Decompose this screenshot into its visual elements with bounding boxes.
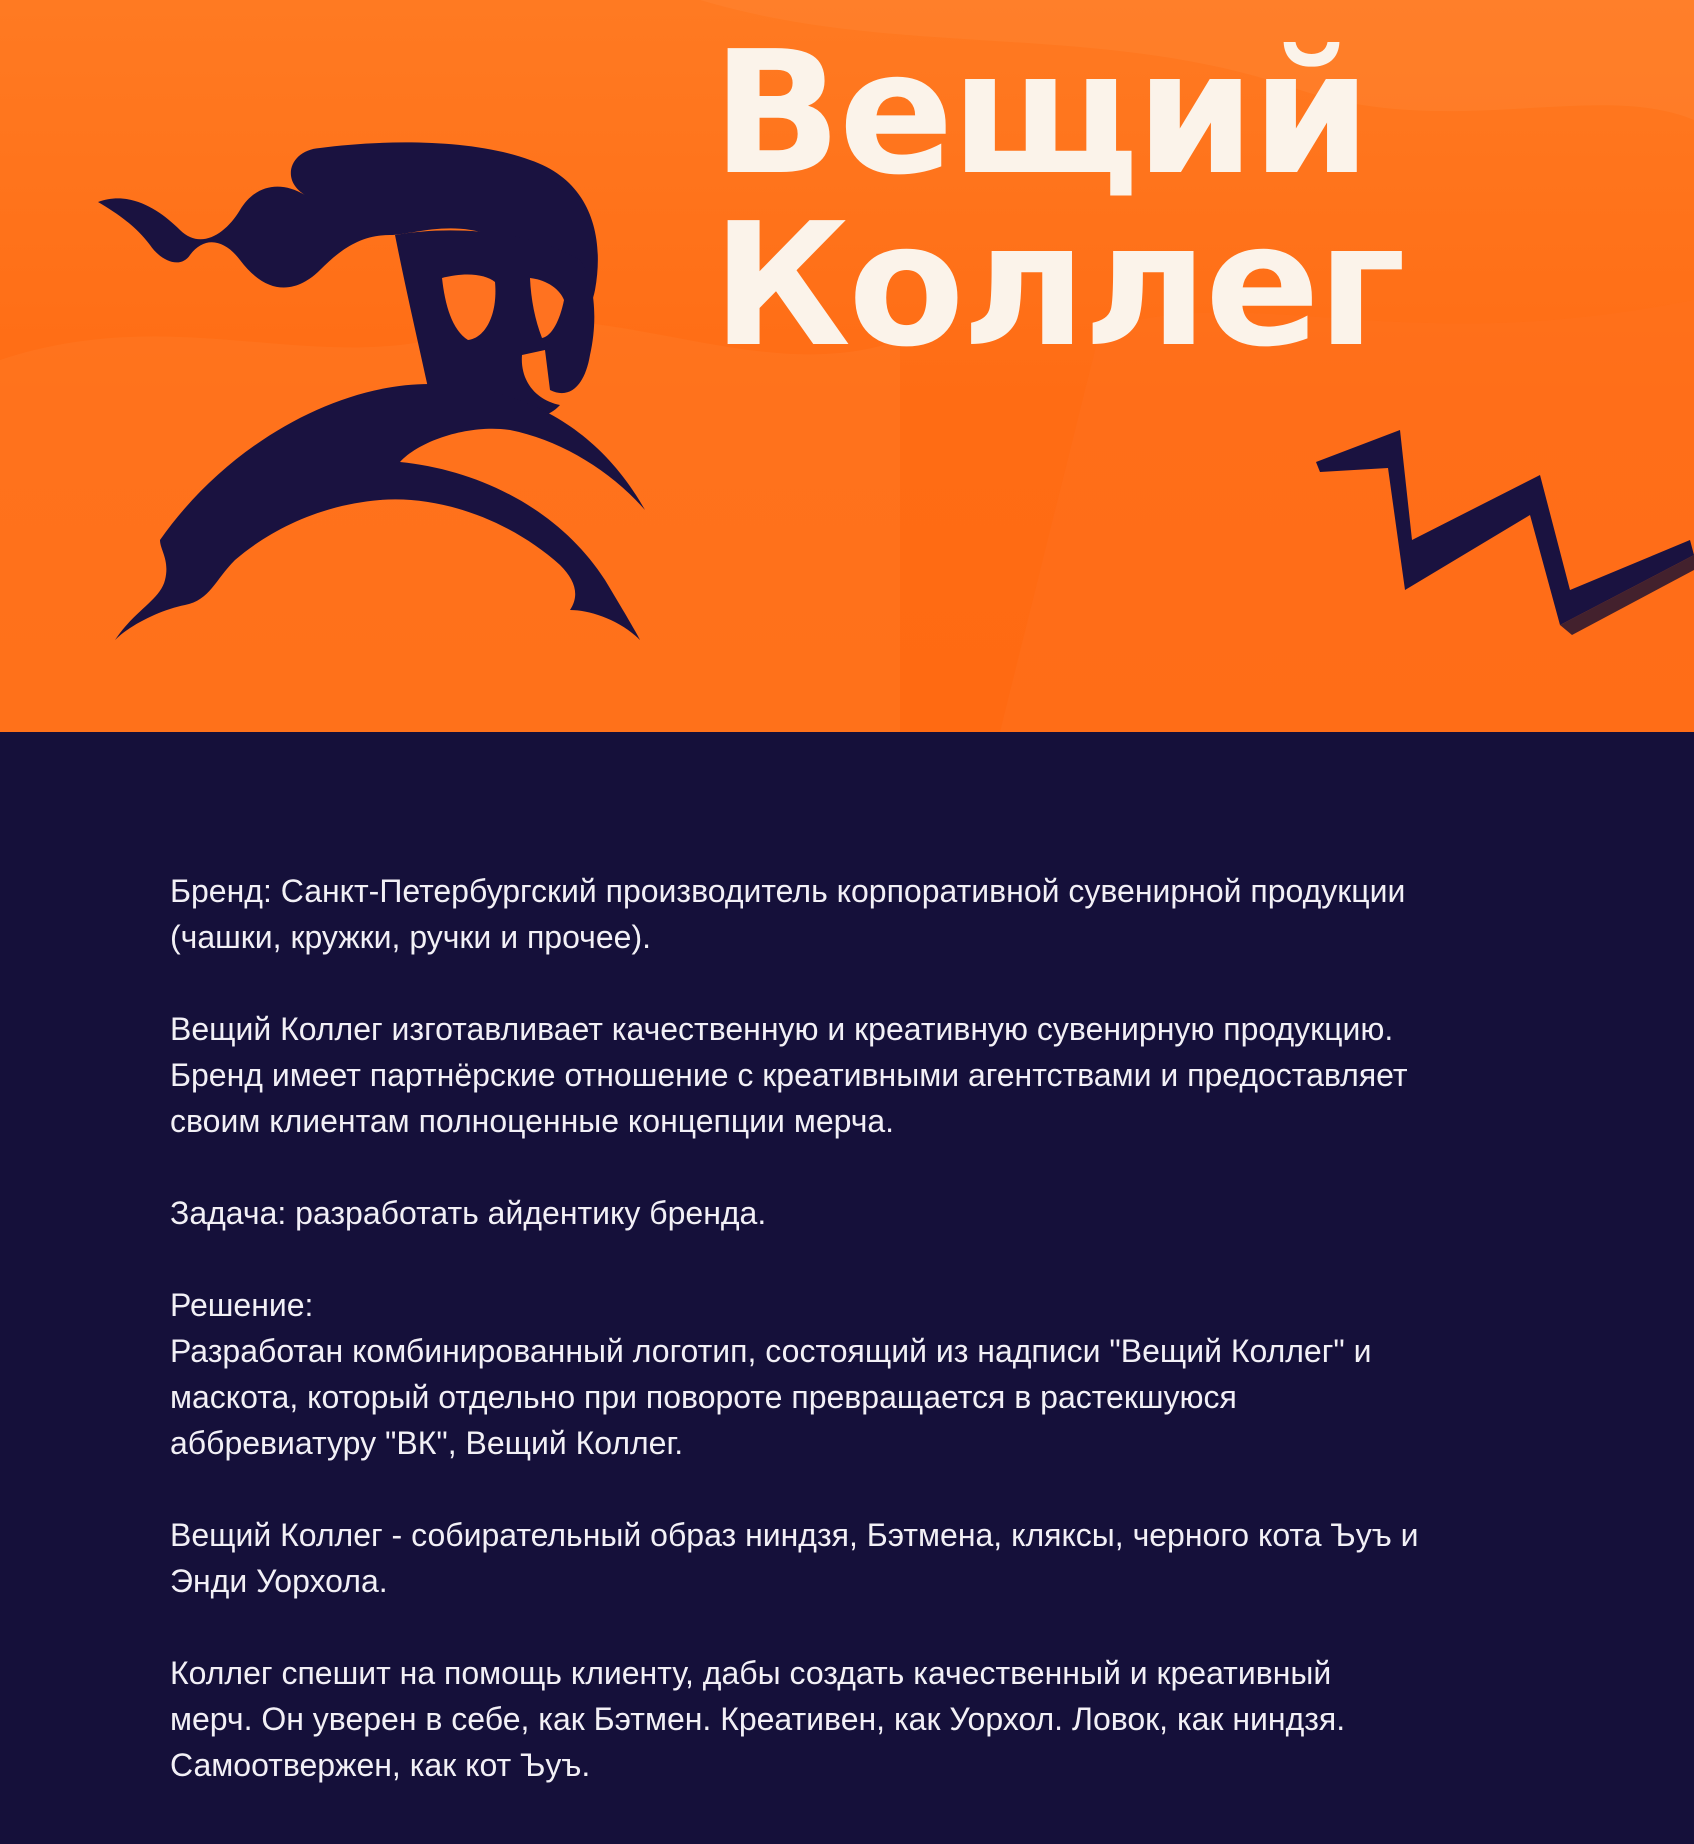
paragraph-mission: Коллег спешит на помощь клиенту, дабы создать качественный и креативный мерч. Он уверен в себе, как Бэтмен. Креативен, как Уорхол. Ловок, как ниндзя. Самоотвержен, как кот Ъуъ. [170,1655,1346,1783]
paragraph-task: Задача: разработать айдентику бренда. [170,1195,767,1231]
zigzag-lightning-icon [1310,420,1694,660]
description-section [170,868,1550,1788]
paragraph-solution: Решение: Разработан комбинированный логотип, состоящий из надписи "Вещий Коллег" и маскота, который отдельно при повороте превращается в растекшуюся аббревиатуру "ВК", Вещий Коллег. [170,1287,1372,1461]
brand-wordmark [712,15,1472,385]
paragraph-brand: Бренд: Санкт-Петербургский производитель корпоративной сувенирной продукции (чашки, кружки, ручки и прочее). [170,873,1406,955]
paragraph-about: Вещий Коллег изготавливает качественную и креативную сувенирную продукцию. Бренд имеет партнёрские отношение с креативными агентствами и предоставляет своим клиентам полноценные концепции мерча. [170,1011,1408,1139]
wordmark-line-1: Вещий [712,15,1369,213]
hero-banner [0,0,1694,732]
paragraph-character: Вещий Коллег - собирательный образ ниндзя, Бэтмена, кляксы, черного кота Ъуъ и Энди Уорхола. [170,1517,1419,1599]
wordmark-line-2: Коллег [712,187,1403,385]
mascot-logo-icon [90,140,650,660]
